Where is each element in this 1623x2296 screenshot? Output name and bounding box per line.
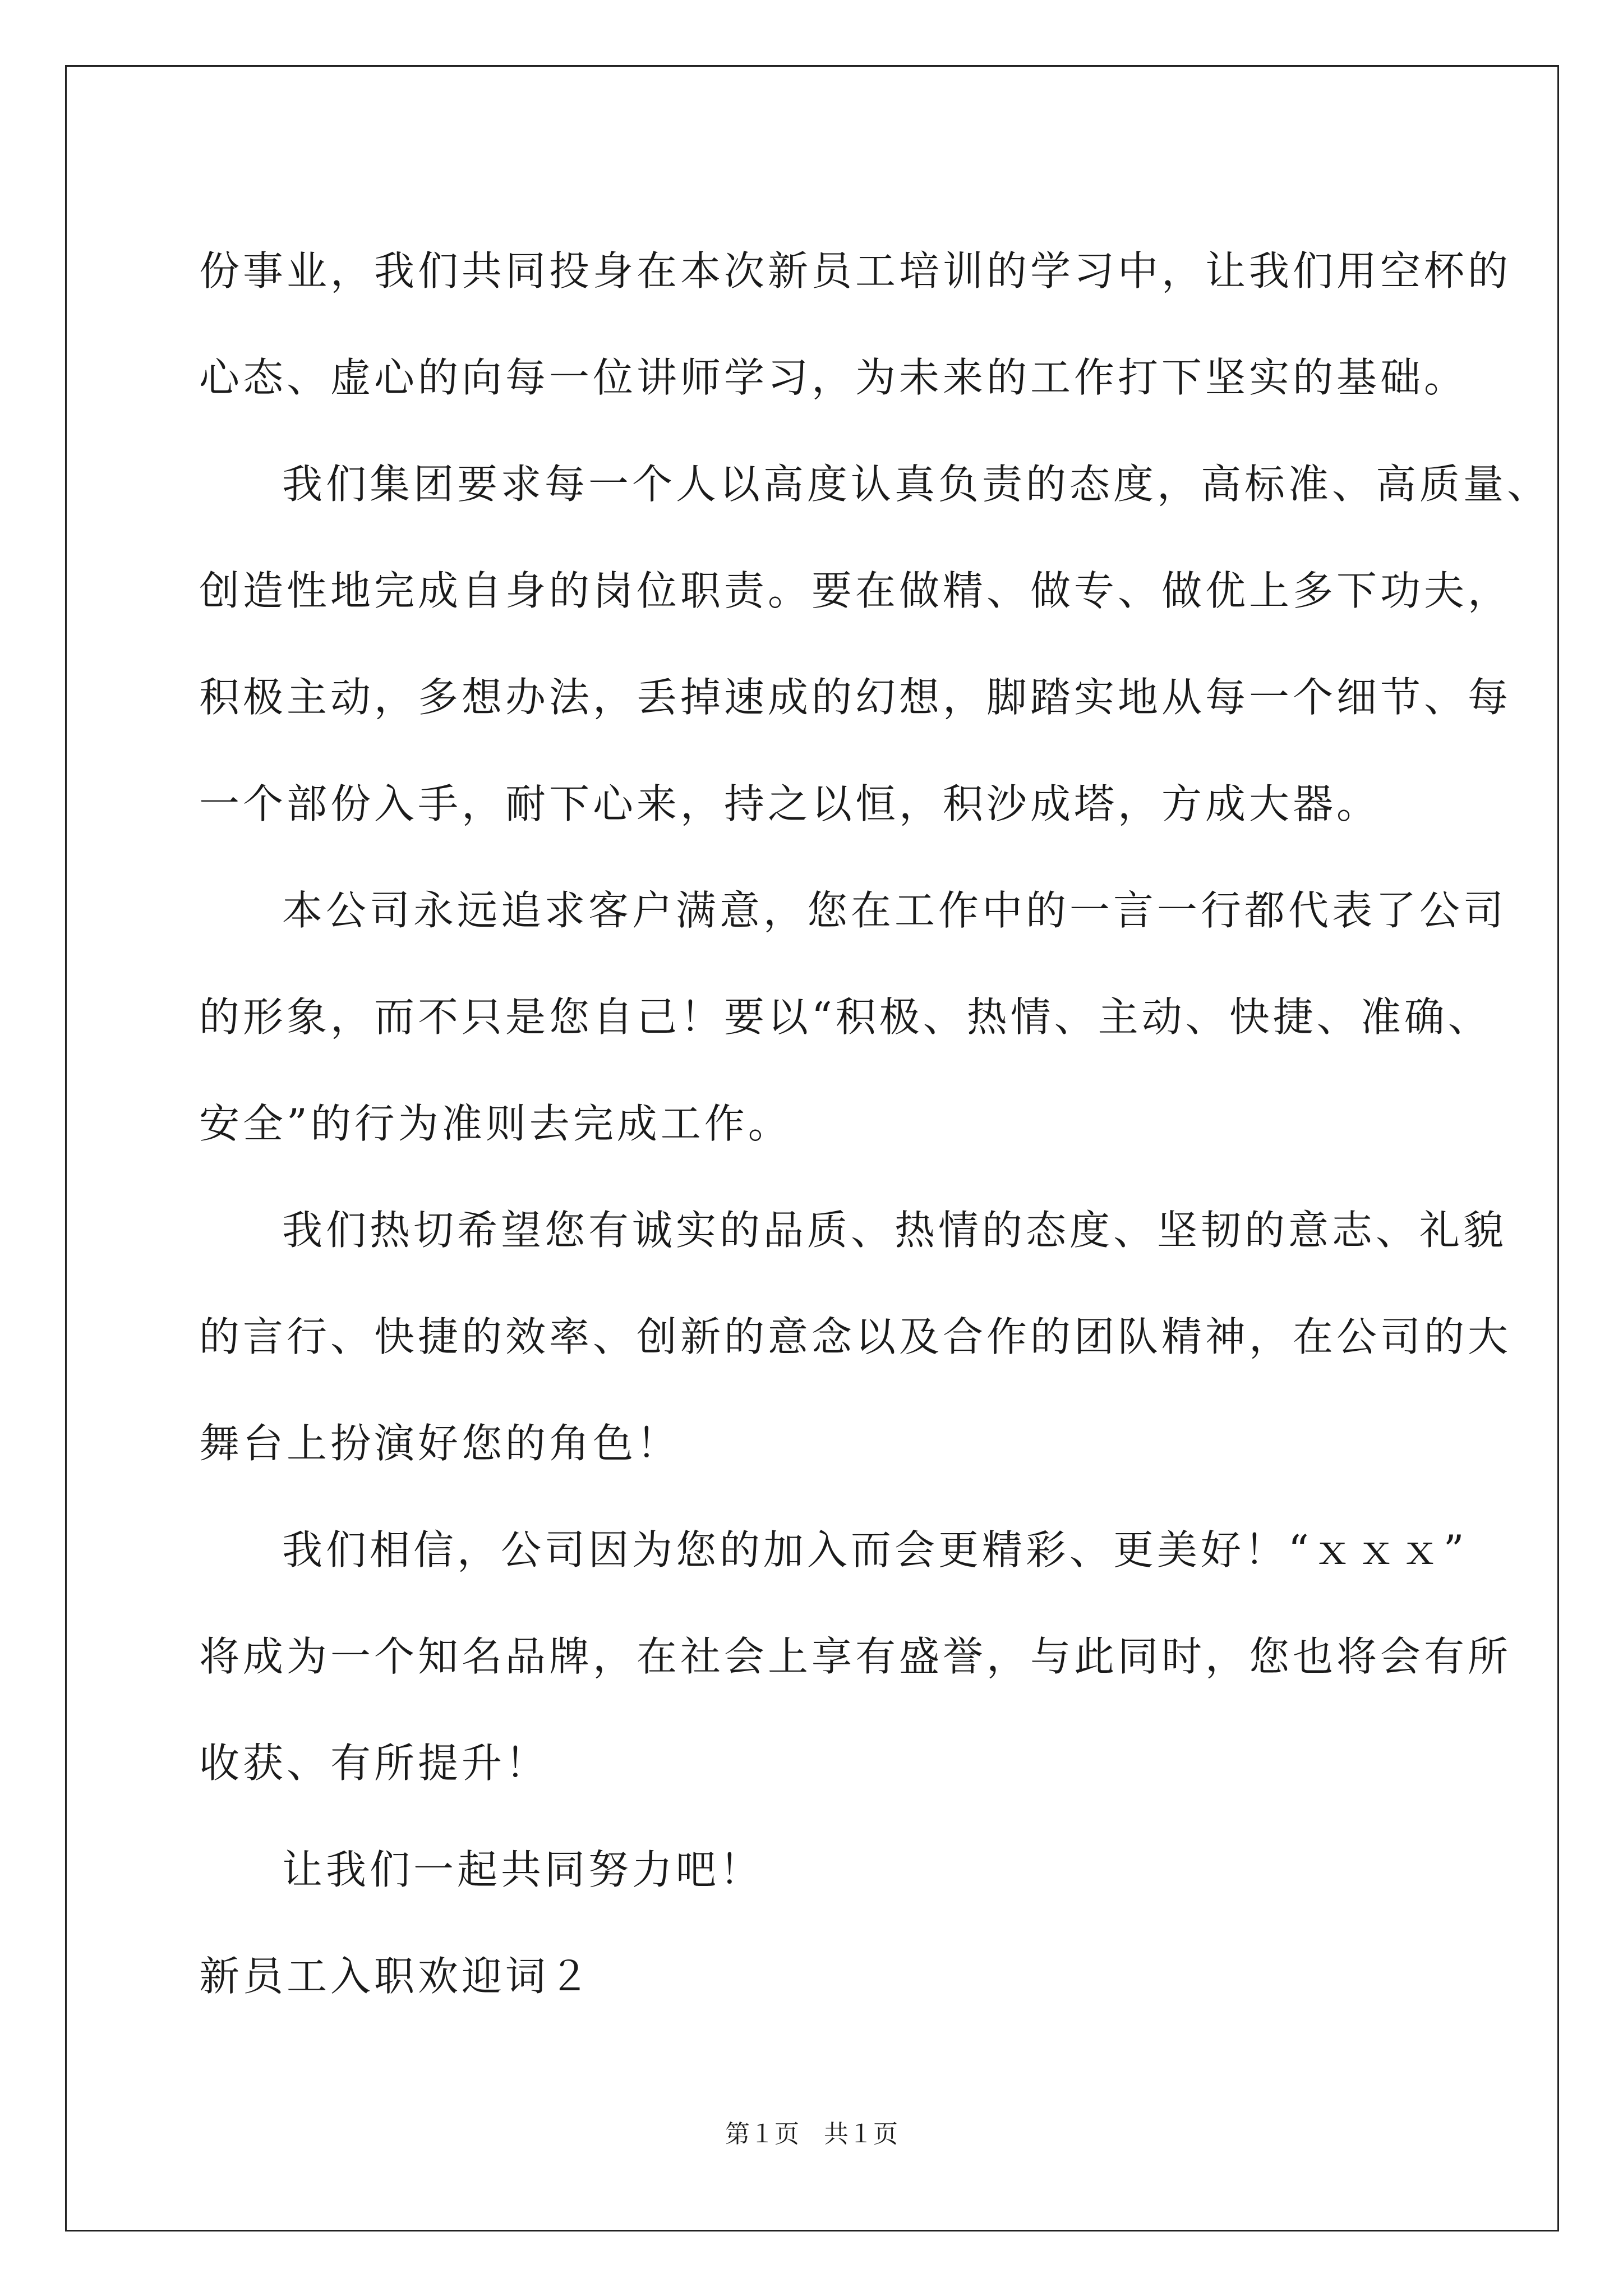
document-body — [199, 218, 1551, 2030]
text-line: 创造性地完成自身的岗位职责。要在做精、做专、做优上多下功夫， — [199, 567, 1512, 614]
text-line: 收获、有所提升！ — [199, 1740, 550, 1787]
page-footer — [0, 2114, 1623, 2150]
text-line: 心态、虚心的向每一位讲师学习，为未来的工作打下坚实的基础。 — [199, 354, 1468, 401]
text-line: 我们集团要求每一个人以高度认真负责的态度，高标准、高质量、 — [282, 461, 1551, 508]
text-line: 份事业，我们共同投身在本次新员工培训的学习中，让我们用空杯的 — [199, 247, 1512, 295]
text-line: 安全”的行为准则去完成工作。 — [199, 1100, 792, 1147]
text-line: 的言行、快捷的效率、创新的意念以及合作的团队精神，在公司的大 — [199, 1313, 1512, 1360]
text-line: 积极主动，多想办法，丢掉速成的幻想，脚踏实地从每一个细节、每 — [199, 674, 1512, 721]
text-line: 的形象，而不只是您自己！要以“积极、热情、主动、快捷、准确、 — [199, 993, 1492, 1041]
page-number: 第１页 — [725, 2120, 799, 2148]
text-line: 我们热切希望您有诚实的品质、热情的态度、坚韧的意志、礼貌 — [282, 1207, 1507, 1254]
text-line: 本公司永远追求客户满意，您在工作中的一言一行都代表了公司 — [282, 887, 1507, 934]
text-line: 我们相信，公司因为您的加入而会更精彩、更美好！“ｘｘｘ” — [282, 1526, 1468, 1573]
section-heading: 新员工入职欢迎词２ — [199, 1953, 593, 2000]
text-line: 将成为一个知名品牌，在社会上享有盛誉，与此同时，您也将会有所 — [199, 1633, 1512, 1680]
text-line: 一个部份入手，耐下心来，持之以恒，积沙成塔，方成大器。 — [199, 780, 1381, 827]
text-line: 让我们一起共同努力吧！ — [282, 1846, 764, 1893]
text-line: 舞台上扮演好您的角色！ — [199, 1420, 681, 1467]
page-total: 共１页 — [824, 2120, 898, 2148]
